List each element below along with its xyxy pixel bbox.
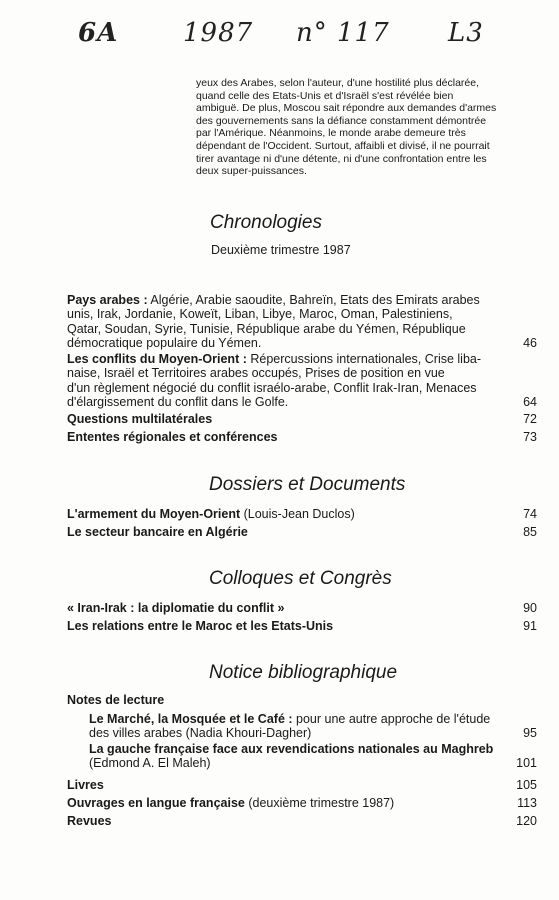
toc-entry-ouvrages[interactable] [67, 796, 537, 810]
page-number: 46 [523, 335, 537, 350]
page-number: 95 [523, 726, 537, 741]
toc-entry-ententes[interactable] [67, 430, 537, 444]
intro-line: deux super-puissances. [196, 165, 307, 178]
intro-paragraph [196, 77, 500, 178]
section-title-dossiers: Dossiers et Documents [209, 474, 406, 495]
page-number: 113 [517, 796, 537, 810]
entry-text: (Edmond A. El Maleh) [89, 756, 211, 771]
page-number: 91 [523, 619, 537, 633]
entry-heading: Les relations entre le Maroc et les Etats-Unis [67, 619, 334, 633]
toc-entry-pays-arabes[interactable] [67, 293, 537, 350]
toc-entry-livres[interactable] [67, 778, 537, 792]
intro-line: tirer avantage ni d'une détente, ni d'une confrontation entre les [196, 152, 487, 165]
intro-line: quand celle des Etats-Unis et d'Israël s'est révélée bien [196, 89, 454, 102]
intro-line: par l'Amérique. Néanmoins, le monde arabe demeure très [196, 127, 466, 140]
entry-text: pour une autre approche de l'étude [292, 712, 491, 726]
intro-line: des gouvernements sans la défiance constamment démontrée [196, 114, 487, 127]
entry-heading: Le secteur bancaire en Algérie [67, 525, 248, 539]
entry-text: naise, Israël et Territoires arabes occupés, Prises de position en vue [67, 366, 445, 381]
toc-entry-iran-irak[interactable] [67, 601, 537, 615]
entry-text: Répercussions internationales, Crise liba- [246, 352, 482, 366]
entry-text: des villes arabes (Nadia Khouri-Dagher) [89, 726, 312, 741]
page-number: 85 [523, 525, 537, 539]
notes-heading: Notes de lecture [67, 693, 165, 707]
handwritten-year: 1987 [183, 18, 254, 48]
page-number: 73 [523, 430, 537, 444]
entry-heading: Livres [67, 778, 104, 792]
toc-entry-secteur-bancaire[interactable] [67, 525, 537, 539]
intro-line: dépendant de l'Occident. Surtout, affaibli et divisé, il ne pourrait [196, 139, 490, 152]
toc-entry-gauche-francaise[interactable] [89, 742, 537, 771]
toc-entry-maroc-etats-unis[interactable] [67, 619, 537, 633]
page-number: 74 [523, 507, 537, 521]
page-number: 120 [516, 814, 537, 828]
section-title-chronologies: Chronologies [210, 212, 322, 233]
entry-text: Algérie, Arabie saoudite, Bahreïn, Etats des Emirats arabes [147, 293, 480, 307]
entry-text: (Louis-Jean Duclos) [240, 507, 355, 521]
page-number: 72 [523, 412, 537, 426]
entry-text: Qatar, Soudan, Syrie, Tunisie, République arabe du Yémen, République [67, 321, 466, 336]
handwritten-issue: n° 117 [296, 18, 390, 48]
entry-heading: Les conflits du Moyen-Orient : [67, 352, 247, 366]
handwritten-ref: L3 [448, 18, 484, 48]
toc-entry-armement[interactable] [67, 507, 537, 521]
page-number: 105 [516, 778, 537, 792]
entry-heading: Pays arabes : [67, 293, 148, 307]
page-number: 90 [523, 601, 537, 615]
section-title-notice: Notice bibliographique [209, 662, 398, 683]
toc-entry-marche-mosquee[interactable] [89, 712, 537, 741]
section-subtitle: Deuxième trimestre 1987 [211, 243, 351, 257]
handwritten-note: 6A [78, 18, 119, 48]
page-number: 64 [523, 394, 537, 409]
entry-heading: Questions multilatérales [67, 412, 213, 426]
entry-heading: L'armement du Moyen-Orient [67, 507, 241, 521]
toc-entry-revues[interactable] [67, 814, 537, 828]
entry-text: unis, Irak, Jordanie, Koweït, Liban, Libye, Maroc, Oman, Palestiniens, [67, 307, 453, 322]
entry-heading: Le Marché, la Mosquée et le Café : [89, 712, 293, 726]
entry-text: (deuxième trimestre 1987) [244, 796, 395, 810]
page-number: 101 [516, 756, 537, 771]
entry-heading: Revues [67, 814, 112, 828]
toc-entry-conflits[interactable] [67, 352, 537, 409]
entry-heading: La gauche française face aux revendications nationales au Maghreb [89, 742, 494, 756]
section-title-colloques: Colloques et Congrès [209, 568, 392, 589]
entry-heading: « Iran-Irak : la diplomatie du conflit » [67, 601, 285, 615]
intro-line: ambiguë. De plus, Moscou sait répondre aux demandes d'armes [196, 102, 497, 115]
entry-heading: Ententes régionales et conférences [67, 430, 278, 444]
entry-text: d'un règlement négocié du conflit israélo-arabe, Conflit Irak-Iran, Menaces [67, 380, 477, 395]
intro-line: yeux des Arabes, selon l'auteur, d'une hostilité plus déclarée, [196, 77, 480, 89]
entry-heading: Ouvrages en langue française [67, 796, 245, 810]
entry-text: démocratique populaire du Yémen. [67, 335, 262, 350]
entry-text: d'élargissement du conflit dans le Golfe. [67, 394, 289, 409]
toc-entry-questions[interactable] [67, 412, 537, 426]
